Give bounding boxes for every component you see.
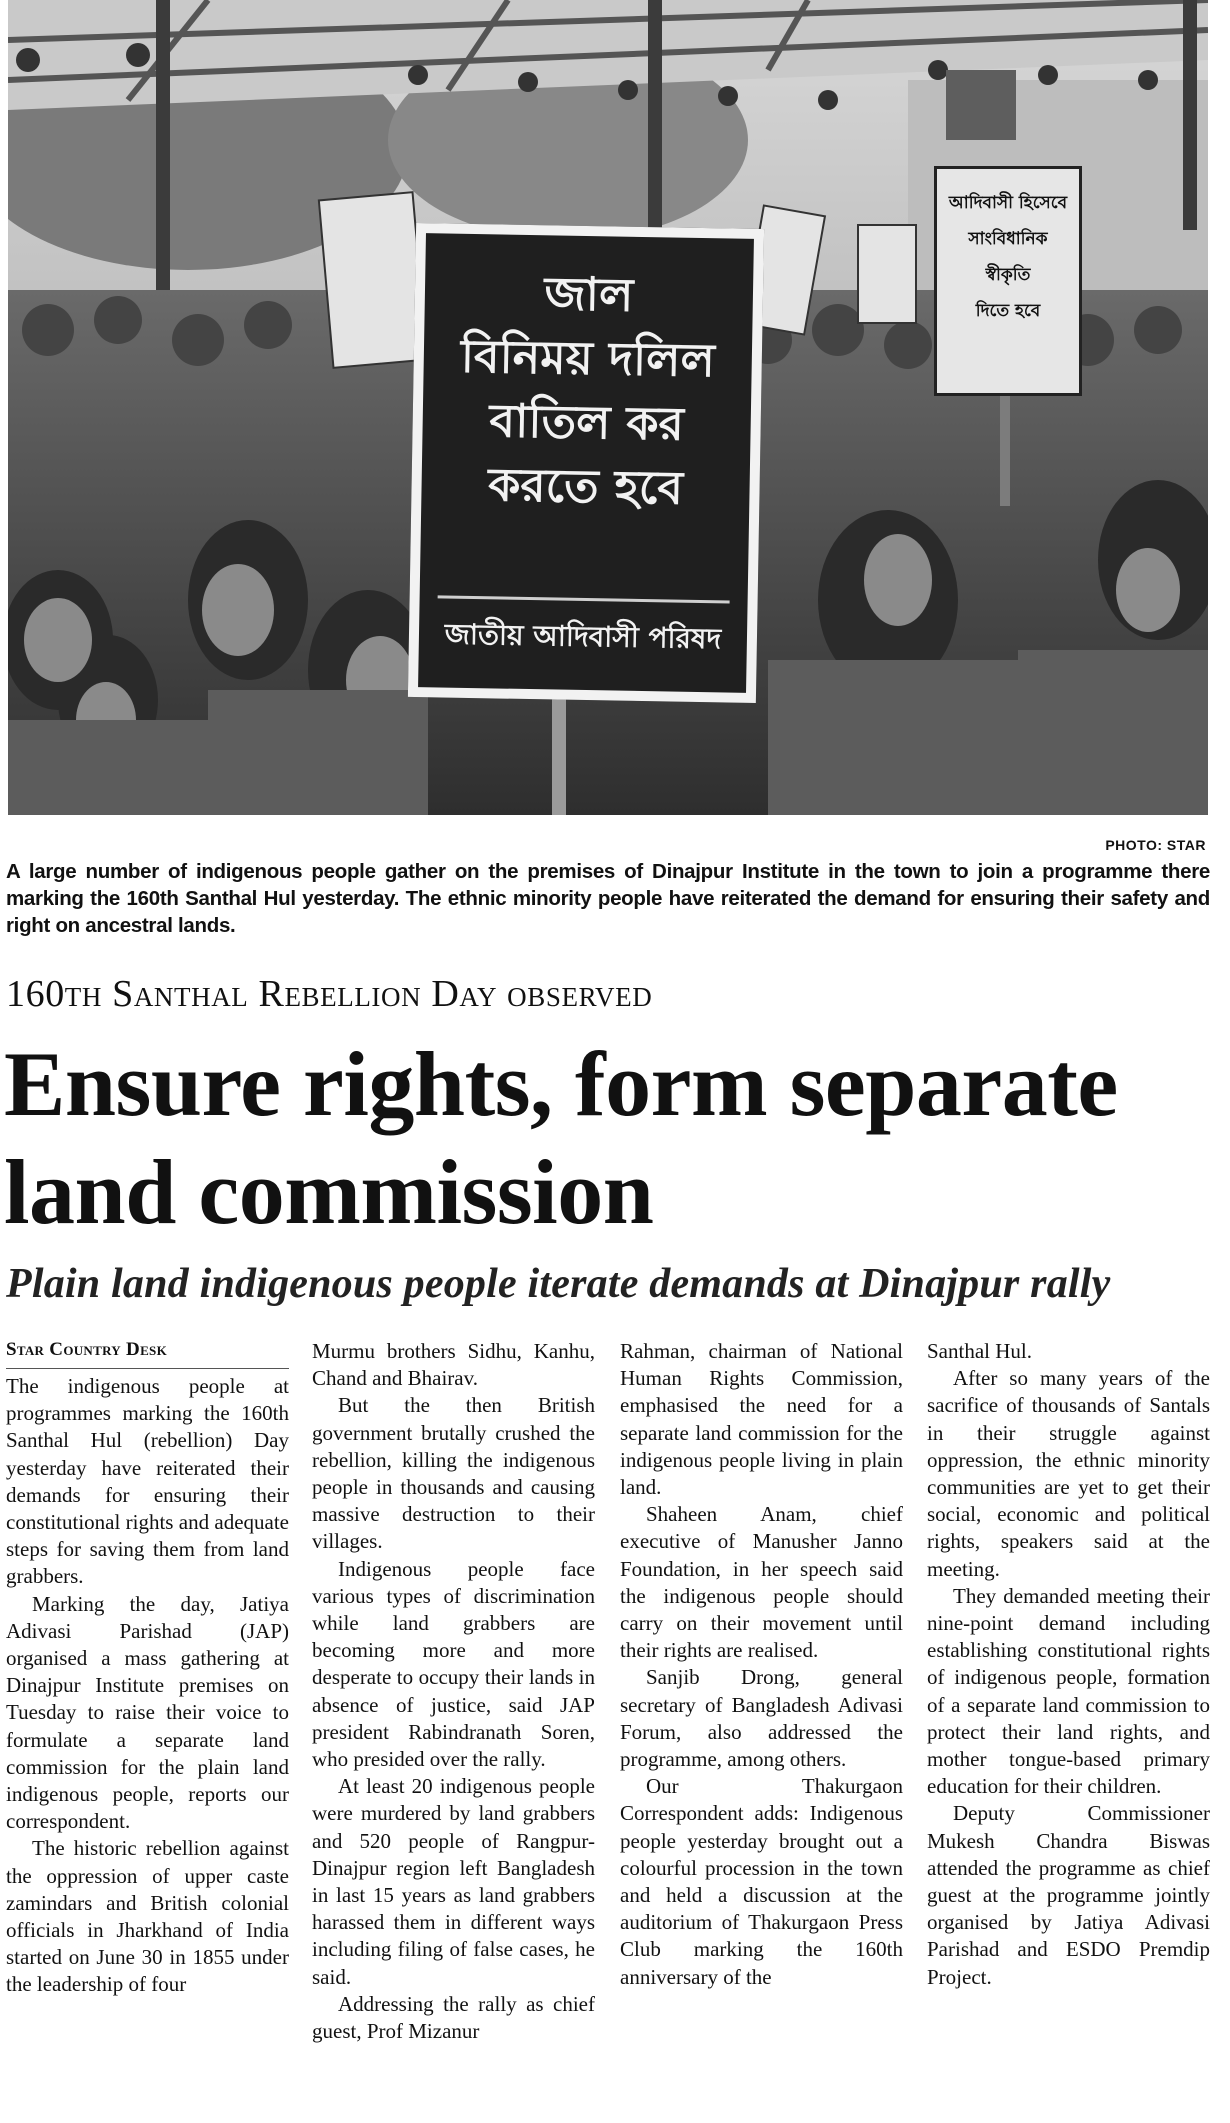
photo-credit: PHOTO: STAR: [1105, 837, 1206, 853]
placard-line: সাংবিধানিক: [968, 229, 1048, 249]
paragraph: But the then British government brutally crushed the rebellion, killing the indigenous people in thousands and causing massive destruction to their villages.: [312, 1393, 595, 1554]
deck-subheadline: Plain land indigenous people iterate demands at Dinajpur rally: [6, 1261, 1111, 1307]
placard-line: আদিবাসী হিসেবে: [948, 193, 1068, 213]
placard-footer: জাতীয় আদিবাসী পরিষদ: [437, 595, 730, 664]
placard-line: বাতিল কর: [489, 393, 685, 451]
paragraph: Our Thakurgaon Correspondent adds: Indigenous people yesterday brought out a colourful procession in the town and held a discussion at the auditorium of Thakurgaon Press Club marking the 160th anniversary of the: [620, 1774, 903, 1989]
paragraph: Indigenous people face various types of discrimination while land grabbers are becoming more and more desperate to occupy their lands in absence of justice, said JAP president Rabindranath Soren, who presided over the rally.: [312, 1556, 595, 1772]
placard-stick: [1000, 396, 1010, 506]
placard-line: স্বীকৃতি: [985, 265, 1031, 285]
paragraph: Deputy Commissioner Mukesh Chandra Biswas attended the programme as chief guest at the programme jointly organised by Jatiya Adivasi Parishad and ESDO Premdip Project.: [927, 1801, 1210, 1989]
article-body: [6, 1338, 1210, 2118]
paragraph: Shaheen Anam, chief executive of Manusher Janno Foundation, in her speech said the indigenous people should carry on their movement until their rights are realised.: [620, 1502, 903, 1663]
paragraph: They demanded meeting their nine-point demand including establishing constitutional rights of indigenous people, formation of a separate land commission to protect their land rights, and mother tongue-based primary education for their children.: [927, 1583, 1210, 1799]
kicker-headline: 160th Santhal Rebellion Day observed: [6, 973, 653, 1015]
article-column-1: [6, 1338, 289, 1999]
article-column-3: [620, 1338, 903, 1991]
paragraph: The historic rebellion against the oppression of upper caste zamindars and British colonial officials in Jharkhand of India started on June 30 in 1855 under the leadership of four: [6, 1836, 289, 1997]
paragraph: Santhal Hul.: [927, 1339, 1032, 1363]
paragraph: Addressing the rally as chief guest, Prof Mizanur: [312, 1991, 595, 2044]
photo-caption: A large number of indigenous people gather on the premises of Dinajpur Institute in the town to join a programme there marking the 160th Santhal Hul yesterday. The ethnic minority people have reiterated the demand for ensuring their safety and right on ancestral lands.: [6, 860, 1210, 937]
paragraph: After so many years of the sacrifice of thousands of Santals in their struggle against oppression, the ethnic minority communities are yet to get their social, economic and political rights, speakers said at the meeting.: [927, 1366, 1210, 1581]
rally-photo: [8, 0, 1208, 815]
main-placard: [408, 223, 764, 703]
paragraph: The indigenous people at programmes marking the 160th Santhal Hul (rebellion) Day yesterday have reiterated their demands for ensuring their constitutional rights and adequate steps for saving them from land grabbers.: [6, 1374, 289, 1589]
paragraph: Marking the day, Jatiya Adivasi Parishad (JAP) organised a mass gathering at Dinajpur Institute premises on Tuesday to raise their voice to formulate a separate land commission for the plain land indigenous people, reports our correspondent.: [6, 1591, 289, 1834]
paragraph: At least 20 indigenous people were murdered by land grabbers and 520 people of Rangpur-Dinajpur region left Bangladesh in last 15 years as land grabbers harassed them in different ways including filing of false cases, he said.: [312, 1774, 595, 1989]
paragraph: Sanjib Drong, general secretary of Bangladesh Adivasi Forum, also addressed the programme, among others.: [620, 1665, 903, 1772]
byline: Star Country Desk: [6, 1338, 289, 1369]
paragraph: Rahman, chairman of National Human Rights Commission, emphasised the need for a separate land commission for the indigenous people living in plain land.: [620, 1339, 903, 1500]
right-placard: [934, 166, 1082, 396]
main-headline: Ensure rights, form separate land commission: [4, 1033, 1118, 1243]
article-column-2: [312, 1338, 595, 2045]
article-column-4: [927, 1338, 1210, 1991]
placard-line: দিতে হবে: [975, 301, 1041, 321]
paragraph: Murmu brothers Sidhu, Kanhu, Chand and Bhairav.: [312, 1339, 595, 1391]
placard-line: বিনিময় দলিল: [460, 328, 716, 388]
placard-line: জাল: [544, 266, 634, 322]
placard-line: করতে হবে: [487, 457, 684, 515]
